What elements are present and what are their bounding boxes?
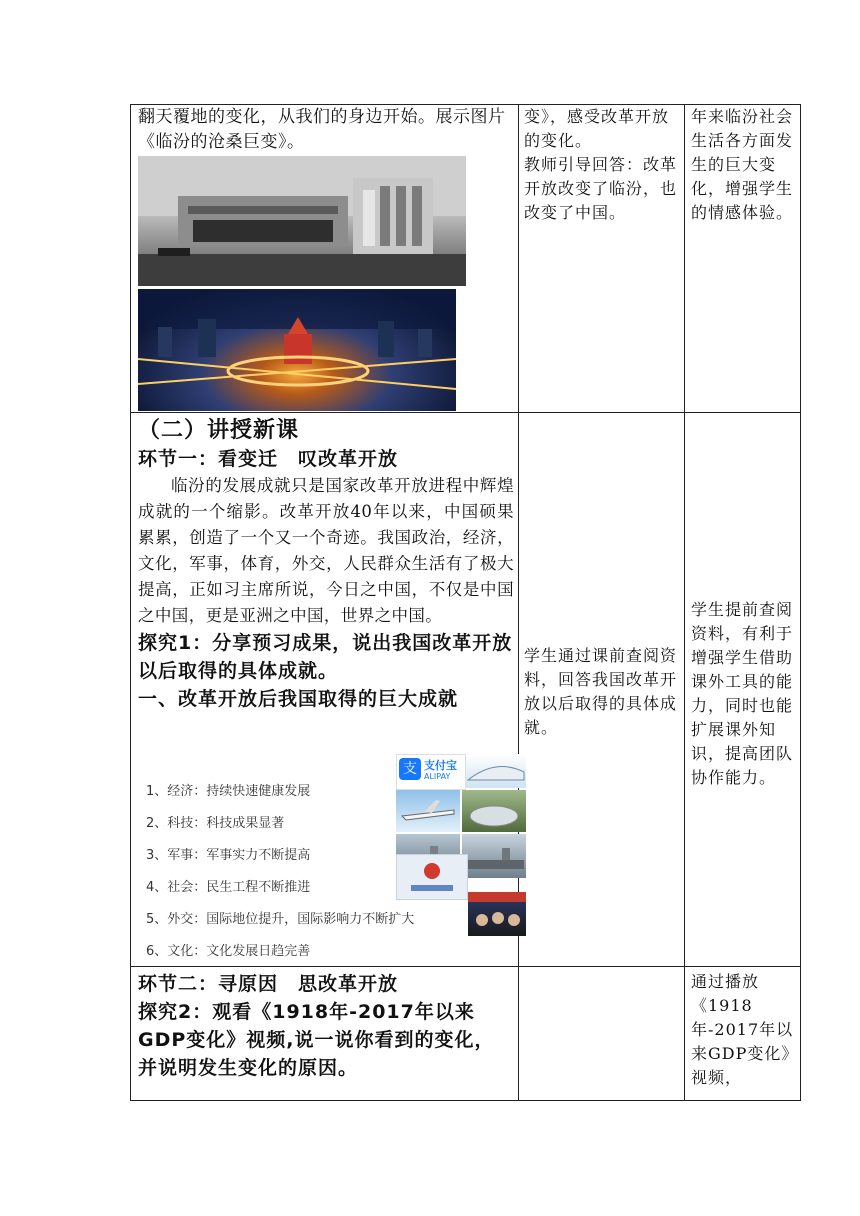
table-border-bottom [130,1100,801,1101]
row-divider-2 [130,966,801,967]
row2-student-activity: 学生通过课前查阅资料，回答我国改革开放以后取得的具体成就。 [524,646,678,737]
row1-student-text: 变》，感受改革开放的变化。 [524,107,670,150]
alipay-cn: 支付宝 [424,759,457,772]
alipay-logo [396,754,466,790]
achievement-item: 3、军事：军事实力不断提高 [146,848,311,863]
achievement-item: 2、科技：科技成果显著 [146,816,285,831]
achievements-graphic [138,754,518,964]
linfen-paragraph: 临汾的发展成就只是国家改革开放进程中辉煌成就的一个缩影。改革开放40年以来，中国硕果累累，创造了一个又一个奇迹。我国政治，经济，文化，军事，体育，外交，人民群众生活有了极大提高，正如习主席所说，今日之中国，不仅是中国之中国，更是亚洲之中国，世界之中国。 [138,476,514,625]
table-border-right [800,104,801,1101]
old-linfen-station-photo [138,156,466,286]
explore2-title: 探究2：观看《1918年-2017年以来GDP变化》视频,说一说你看到的变化，并说明发生变化的原因。 [138,1001,495,1079]
achievements-title: 一、改革开放后我国取得的巨大成就 [138,688,459,710]
row1-teacher-guide: 教师引导回答：改革开放改变了临汾，也改变了中国。 [524,155,678,222]
fast-telescope-photo [462,790,526,832]
achievement-item: 4、社会：民生工程不断推进 [146,880,311,895]
row2-design-intent: 学生提前查阅资料，有利于增强学生借助课外工具的能力，同时也能扩展课外知识，提高团队协作能力。 [691,600,794,787]
row1-activity-text: 翻天覆地的变化，从我们的身边开始。展示图片《临汾的沧桑巨变》。 [138,107,506,152]
lesson-plan-table [130,104,801,1101]
social-security-card [396,854,468,900]
new-linfen-night-photo [138,289,456,411]
highspeed-rail-photo [466,754,526,788]
section-title: （二）讲授新课 [138,418,300,443]
table-divider-1 [518,104,519,1101]
aircraft-carrier-photo-2 [462,834,526,878]
row1-design-intent: 年来临汾社会生活各方面发生的巨大变化，增强学生的情感体验。 [691,107,794,222]
link1-title: 环节一：看变迁 叹改革开放 [138,448,399,470]
row2-activity [138,417,514,713]
alipay-en: ALIPAY [424,772,451,781]
row3-activity [138,970,514,1082]
alipay-icon: 支 [399,758,421,780]
table-divider-2 [684,104,685,1101]
link2-title: 环节二：寻原因 思改革开放 [138,973,399,995]
achievement-item: 6、文化：文化发展日趋完善 [146,944,311,959]
diplomacy-photo [468,892,526,936]
row3-design-intent: 通过播放《1918年-2017年以来GDP变化》视频， [691,972,794,1087]
achievement-item: 1、经济：持续快速健康发展 [146,784,311,799]
row1-student-activity [524,105,680,225]
achievement-item: 5、外交：国际地位提升，国际影响力不断扩大 [146,912,415,927]
explore1-title: 探究1：分享预习成果，说出我国改革开放以后取得的具体成就。 [138,632,513,682]
aircraft-photo [396,790,460,832]
row-divider-1 [130,412,801,413]
table-border-left [130,104,131,1101]
